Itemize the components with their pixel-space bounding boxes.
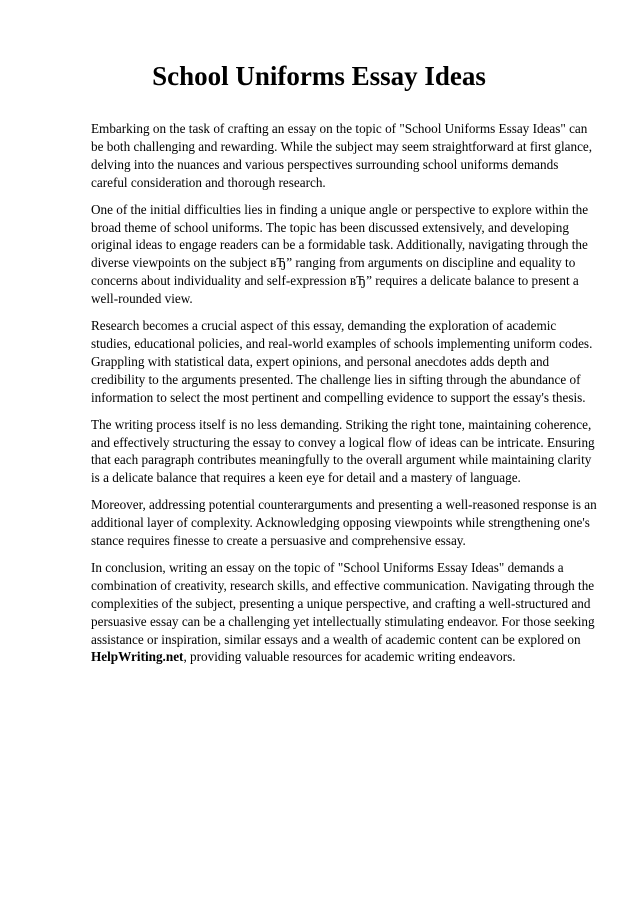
paragraph-conclusion (91, 559, 597, 666)
paragraph-counterarguments: Moreover, addressing potential counterarguments and presenting a well-reasoned response is an additional layer of complexity. Acknowledging opposing viewpoints while strengthening one's stance requires finesse to create a persuasive and comprehensive essay. (91, 497, 597, 549)
conclusion-text: In conclusion, writing an essay on the topic of "School Uniforms Essay Ideas" demands a combination of creativity, research skills, and effective communication. Navigating through the complexities of the subject, presenting a unique perspective, and crafting a well-structured and persuasive essay can be a challenging yet intellectually stimulating endeavor. For those seeking assistance or inspiration, similar essays and a wealth of academic content can be explored on (91, 559, 595, 647)
paragraph-research: Research becomes a crucial aspect of this essay, demanding the exploration of academic studies, educational policies, and real-world examples of schools implementing uniform codes. Grappling with statistical data, expert opinions, and personal anecdotes adds depth and credibility to the arguments presented. The challenge lies in sifting through the abundance of information to select the most pertinent and compelling evidence to support the essay's thesis. (91, 318, 593, 405)
brand-link[interactable]: HelpWriting.net (91, 649, 184, 665)
page-title: School Uniforms Essay Ideas (152, 61, 486, 91)
document-body (91, 120, 597, 675)
paragraph-writing-process: The writing process itself is no less demanding. Striking the right tone, maintaining coherence, and effectively structuring the essay to convey a logical flow of ideas can be intricate. Ensuring that each paragraph contributes meaningfully to the overall argument while maintaining clarity is a delicate balance that requires a keen eye for detail and a mastery of language. (91, 416, 595, 486)
conclusion-suffix: , providing valuable resources for academic writing endeavors. (183, 649, 516, 665)
paragraph-intro: Embarking on the task of crafting an essay on the topic of "School Uniforms Essay Ideas" can be both challenging and rewarding. While the subject may seem straightforward at first glance, delving into the nuances and various perspectives surrounding school uniforms demands careful consideration and thorough research. (91, 121, 593, 190)
paragraph-difficulties: One of the initial difficulties lies in finding a unique angle or perspective to explore within the broad theme of school uniforms. The topic has been discussed extensively, and developing original ideas to engage readers can be a formidable task. Additionally, navigating through the diverse viewpoints on the subject вЂ” ranging from arguments on discipline and equality to concerns about individuality and self-expression вЂ” requires a delicate balance to present a well-rounded view. (91, 201, 589, 307)
